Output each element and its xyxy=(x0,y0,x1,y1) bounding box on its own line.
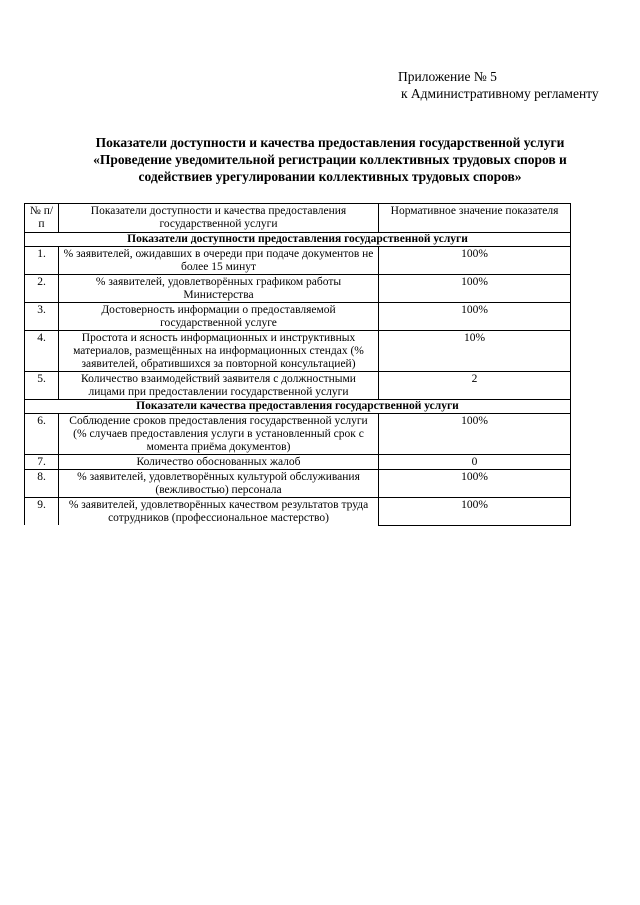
header-num: № п/п xyxy=(25,204,59,233)
row-value: 100% xyxy=(379,247,571,275)
row-value: 100% xyxy=(379,414,571,455)
row-indicator: Количество обоснованных жалоб xyxy=(59,455,379,470)
row-indicator: Достоверность информации о предоставляемой государственной услуге xyxy=(59,303,379,331)
table-row xyxy=(25,247,571,275)
section-title: Показатели качества предоставления государственной услуги xyxy=(25,400,571,414)
row-indicator: Простота и ясность информационных и инструктивных материалов, размещённых на информационных стендах (% заявителей, обратившихся за повторной консультацией) xyxy=(59,331,379,372)
header-norm: Нормативное значение показателя xyxy=(379,204,571,233)
row-num: 6. xyxy=(25,414,59,455)
row-num: 2. xyxy=(25,275,59,303)
title-line-3: содействиев урегулировании коллективных трудовых споров» xyxy=(138,169,522,184)
row-num: 8. xyxy=(25,470,59,498)
table-row xyxy=(25,372,571,400)
row-value: 100% xyxy=(379,303,571,331)
row-num: 9. xyxy=(25,498,59,526)
indicators-table xyxy=(24,203,571,526)
document-title xyxy=(40,134,620,185)
table-row xyxy=(25,331,571,372)
title-line-1: Показатели доступности и качества предоставления государственной услуги xyxy=(95,135,565,150)
row-num: 4. xyxy=(25,331,59,372)
title-line-2: «Проведение уведомительной регистрации коллективных трудовых споров и xyxy=(93,152,567,167)
row-num: 1. xyxy=(25,247,59,275)
appendix-reference: к Административному регламенту xyxy=(401,86,599,101)
header-indicator: Показатели доступности и качества предоставления государственной услуги xyxy=(59,204,379,233)
row-num: 3. xyxy=(25,303,59,331)
appendix-number: Приложение № 5 xyxy=(398,69,497,84)
row-value: 100% xyxy=(379,498,571,526)
row-value: 0 xyxy=(379,455,571,470)
table-row xyxy=(25,470,571,498)
row-indicator: Количество взаимодействий заявителя с должностными лицами при предоставлении государственной услуги xyxy=(59,372,379,400)
row-value: 100% xyxy=(379,275,571,303)
row-value: 100% xyxy=(379,470,571,498)
table-row xyxy=(25,498,571,526)
table-row xyxy=(25,455,571,470)
row-value: 2 xyxy=(379,372,571,400)
row-num: 7. xyxy=(25,455,59,470)
section-title: Показатели доступности предоставления государственной услуги xyxy=(25,233,571,247)
table-row xyxy=(25,414,571,455)
table-row xyxy=(25,275,571,303)
section-row-quality xyxy=(25,400,571,414)
table-row xyxy=(25,303,571,331)
appendix-label xyxy=(398,68,599,102)
row-value: 10% xyxy=(379,331,571,372)
row-indicator: Соблюдение сроков предоставления государственной услуги (% случаев предоставления услуги в установленный срок с момента приёма документов) xyxy=(59,414,379,455)
row-indicator: % заявителей, удовлетворённых культурой обслуживания (вежливостью) персонала xyxy=(59,470,379,498)
row-indicator: % заявителей, ожидавших в очереди при подаче документов не более 15 минут xyxy=(59,247,379,275)
section-row-accessibility xyxy=(25,233,571,247)
row-num: 5. xyxy=(25,372,59,400)
row-indicator: % заявителей, удовлетворённых графиком работы Министерства xyxy=(59,275,379,303)
row-indicator: % заявителей, удовлетворённых качеством результатов труда сотрудников (профессиональное мастерство) xyxy=(59,498,379,526)
table-header-row xyxy=(25,204,571,233)
